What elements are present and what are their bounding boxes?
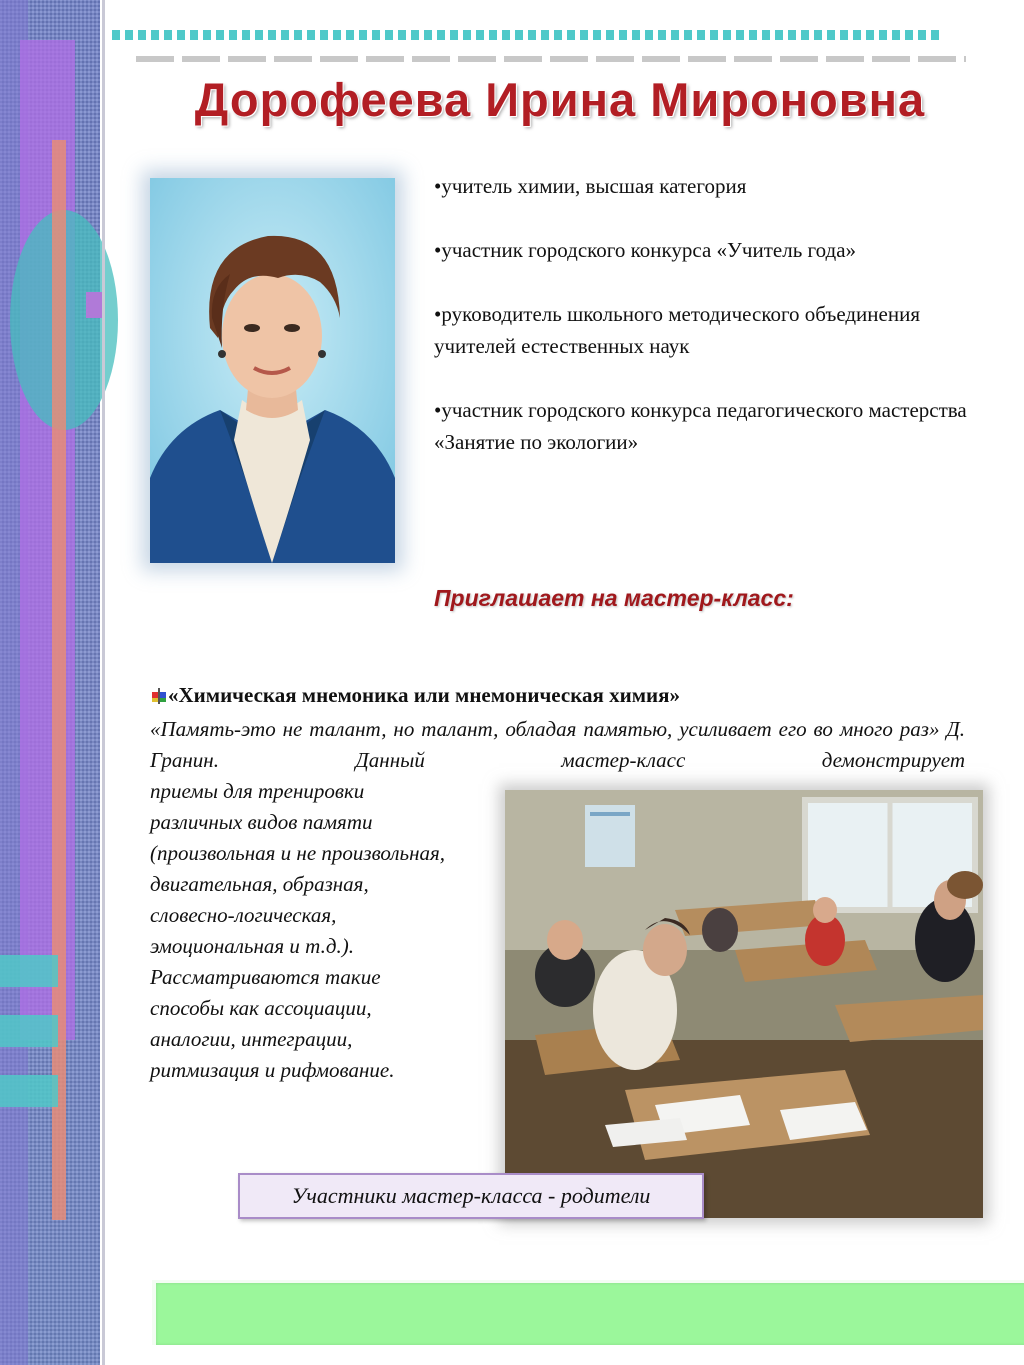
portrait-illustration [150, 178, 395, 563]
description-line: приемы для тренировки [150, 779, 365, 803]
description-line: двигательная, образная, [150, 872, 369, 896]
master-class-description [150, 776, 510, 1086]
bio-item: •участник городского конкурса педагогического мастерства «Занятие по экологии» [434, 398, 967, 454]
footer-green-bar [152, 1280, 1024, 1345]
photo-caption: Участники мастер-класса - родители [238, 1173, 704, 1219]
master-class-title [152, 683, 680, 710]
classroom-photo [505, 790, 983, 1218]
bio-item: •участник городского конкурса «Учитель года» [434, 238, 857, 262]
classroom-illustration [505, 790, 983, 1218]
decorative-dots [112, 30, 942, 40]
description-line: способы как ассоциации, [150, 996, 372, 1020]
invite-heading: Приглашает на мастер-класс: [434, 585, 794, 611]
left-decorative-band [0, 0, 100, 1365]
teacher-portrait [150, 178, 395, 563]
description-line: различных видов памяти [150, 810, 373, 834]
bullet-icon [152, 685, 166, 710]
description-line: аналогии, интеграции, [150, 1027, 353, 1051]
decorative-dashes [136, 56, 966, 62]
description-line: ритмизация и рифмование. [150, 1058, 395, 1082]
description-line: словесно-логическая, [150, 903, 337, 927]
master-class-quote: «Память-это не талант, но талант, обладая памятью, усиливает его во много раз» Д. Гранин. Данный мастер-класс демонстрирует [150, 717, 965, 772]
decorative-divider [102, 0, 105, 1365]
description-line: эмоциональная и т.д.). [150, 934, 354, 958]
description-line: (произвольная и не произвольная, [150, 841, 446, 865]
bio-item: •руководитель школьного методического объединения учителей естественных наук [434, 302, 920, 358]
biography-list [434, 170, 994, 490]
description-line: Рассматриваются такие [150, 965, 381, 989]
bio-item: •учитель химии, высшая категория [434, 174, 747, 198]
master-class-title-text: «Химическая мнемоника или мнемоническая химия» [168, 683, 680, 707]
page-title: Дорофеева Ирина Мироновна [194, 73, 926, 126]
